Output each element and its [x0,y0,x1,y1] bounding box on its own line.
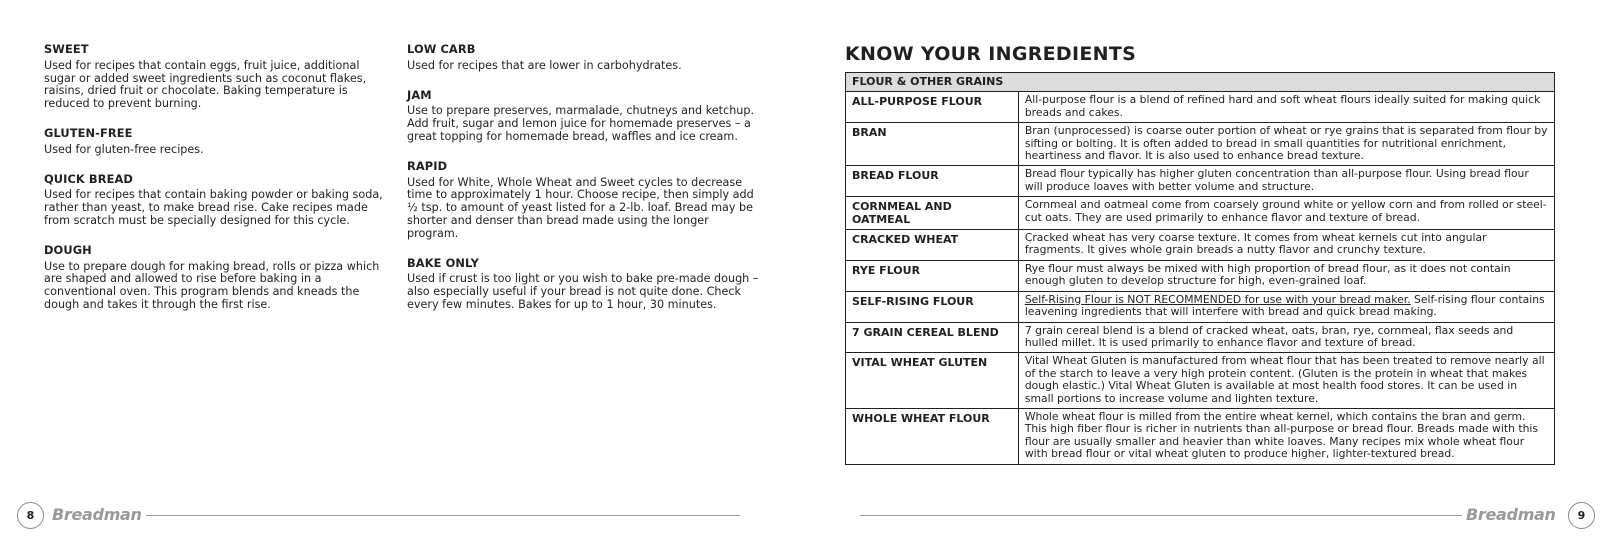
section-bake-only [407,257,762,312]
ingredient-name: CRACKED WHEAT [846,230,1019,261]
ingredients-table [845,72,1555,465]
section-title: LOW CARB [407,42,476,56]
section-body: Used for gluten-free recipes. [44,142,204,156]
brand-logo-left: Breadman [48,505,146,524]
section-title: JAM [407,87,432,102]
page-number-left: 8 [17,502,44,529]
ingredient-desc: All-purpose flour is a blend of refined hard and soft wheat flours ideally suited for making quick breads and cakes. [1018,92,1554,123]
section-body: Used for recipes that are lower in carbohydrates. [407,58,682,72]
section-gluten-free [44,127,389,157]
table-row [846,260,1555,291]
table-row [846,291,1555,322]
footer-divider-left [60,515,740,516]
section-title: BAKE ONLY [407,255,479,270]
page-number-right: 9 [1568,502,1595,529]
section-jam [407,89,762,144]
ingredient-name: WHOLE WHEAT FLOUR [846,408,1019,464]
section-rapid [407,160,762,241]
left-column-2 [407,43,762,328]
section-body: Used if crust is too light or you wish to bake pre-made dough – also especially useful if your bread is not quite done. Check every few minutes. Bakes for up to 1 hour, 30 minutes. [407,272,759,311]
section-sweet [44,43,389,111]
table-group-label: FLOUR & OTHER GRAINS [846,73,1555,92]
table-row [846,408,1555,464]
ingredient-desc: Bread flour typically has higher gluten concentration than all-purpose flour. Using bread flour will produce loaves with better volume and structure. [1018,166,1554,197]
brand-logo-right: Breadman [1462,505,1600,524]
ingredient-name: BREAD FLOUR [846,166,1019,197]
ingredient-desc: Bran (unprocessed) is coarse outer portion of wheat or rye grains that is separated from flour by sifting or bolting. It is often added to bread in small quantities for nutritional enrichment, heartiness and flavor. It is also used to enhance bread texture. [1018,123,1554,166]
ingredient-name: SELF-RISING FLOUR [846,291,1019,322]
section-title: DOUGH [44,242,92,257]
ingredient-name: VITAL WHEAT GLUTEN [846,353,1019,409]
section-body: Used for recipes that contain eggs, fruit juice, additional sugar or added sweet ingredients such as coconut flakes, raisins, dried fruit or chocolate. Baking temperature is reduced to prevent burning. [44,58,367,111]
section-quick-bread [44,173,389,228]
section-title: GLUTEN-FREE [44,125,133,140]
page-title: KNOW YOUR INGREDIENTS [845,43,1137,65]
ingredient-desc-rest: Self-rising flour contains leavening ingredients that will interfere with bread and quick bread making. [1024,292,1545,319]
section-low-carb [407,43,762,73]
ingredient-name: BRAN [846,123,1019,166]
right-page [845,43,1555,465]
ingredient-name: CORNMEAL AND OATMEAL [846,197,1019,230]
table-row [846,230,1555,261]
ingredient-desc: Rye flour must always be mixed with high proportion of bread flour, as it does not contain enough gluten to develop structure for high, even-grained loaf. [1018,260,1554,291]
ingredient-desc [1018,291,1554,322]
ingredient-name: RYE FLOUR [846,260,1019,291]
ingredient-desc: Whole wheat flour is milled from the entire wheat kernel, which contains the bran and germ. This high fiber flour is richer in nutrients than all-purpose or bread flour. Breads made with this flour are usually smaller and heavier than white loaves. Many recipes mix whole wheat flour with bread flour or vital wheat gluten to produce higher, lighter-textured bread. [1018,408,1554,464]
table-group-header [846,73,1555,92]
section-title: QUICK BREAD [44,171,133,186]
table-row [846,322,1555,353]
ingredient-name: ALL-PURPOSE FLOUR [846,92,1019,123]
table-row [846,166,1555,197]
left-column-1 [44,43,389,328]
table-row [846,197,1555,230]
ingredient-desc: Vital Wheat Gluten is manufactured from wheat flour that has been treated to remove nearly all of the starch to leave a very high protein content. (Gluten is the protein in wheat that makes dough elastic.) Vital Wheat Gluten is available at most health food stores. It can be used in small portions to increase volume and lighten texture. [1018,353,1554,409]
section-body: Used for White, Whole Wheat and Sweet cycles to decrease time to approximately 1 hour. Choose recipe, then simply add ½ tsp. to amount of yeast listed for a 2-lb. loaf. Bread may be shorter and denser than bread made using the longer program. [407,175,754,240]
section-title: RAPID [407,158,448,173]
table-row [846,123,1555,166]
ingredient-desc: Cornmeal and oatmeal come from coarsely ground white or yellow corn and from rolled or steel-cut oats. They are used primarily to enhance flavor and texture of bread. [1018,197,1554,230]
table-row [846,353,1555,409]
section-dough [44,244,389,312]
table-row [846,92,1555,123]
ingredient-desc: Cracked wheat has very coarse texture. It comes from wheat kernels cut into angular fragments. It gives whole grain breads a nutty flavor and crunchy texture. [1018,230,1554,261]
section-body: Use to prepare dough for making bread, rolls or pizza which are shaped and allowed to rise before baking in a conventional oven. This program blends and kneads the dough and takes it through the first rise. [44,259,380,311]
section-body: Use to prepare preserves, marmalade, chutneys and ketchup. Add fruit, sugar and lemon juice for homemade preserves – a great topping for homemade bread, waffles and ice cream. [407,104,755,143]
warning-text: Self-Rising Flour is NOT RECOMMENDED for use with your bread maker. [1024,292,1411,306]
ingredient-name: 7 GRAIN CEREAL BLEND [846,322,1019,353]
section-body: Used for recipes that contain baking powder or baking soda, rather than yeast, to make bread rise. Cake recipes made from scratch must be specially designed for this cycle. [44,188,383,227]
ingredient-desc: 7 grain cereal blend is a blend of cracked wheat, oats, bran, rye, cornmeal, flax seeds and hulled millet. It is used primarily to enhance flavor and texture of bread. [1018,322,1554,353]
footer-divider-right [860,515,1540,516]
section-title: SWEET [44,42,89,56]
